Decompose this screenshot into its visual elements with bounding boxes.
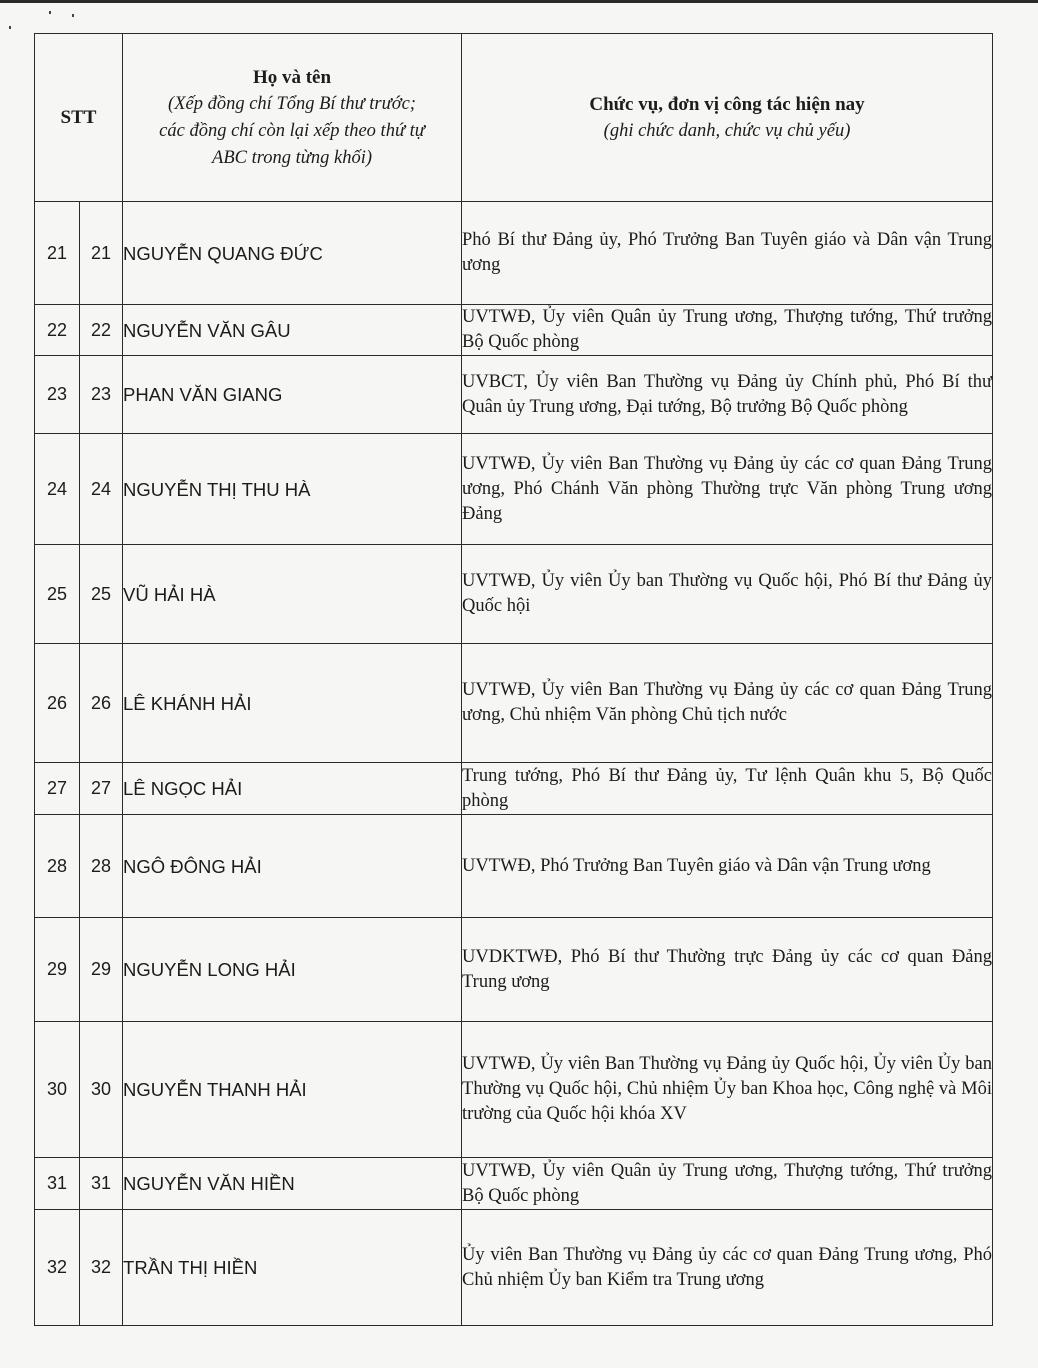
stt-cell: 21 (35, 202, 80, 305)
stt-cell: 27 (35, 763, 80, 815)
stt-cell: 24 (35, 434, 80, 545)
table-row (35, 644, 993, 763)
stt-cell: 30 (35, 1022, 80, 1158)
full-name-cell: NGÔ ĐÔNG HẢI (123, 815, 462, 918)
position-cell: UVTWĐ, Ủy viên Ủy ban Thường vụ Quốc hội, Phó Bí thư Đảng ủy Quốc hội (462, 545, 993, 644)
position-cell: UVTWĐ, Ủy viên Quân ủy Trung ương, Thượng tướng, Thứ trưởng Bộ Quốc phòng (462, 1158, 993, 1210)
header-role (462, 34, 993, 202)
table-row (35, 202, 993, 305)
stt-cell: 26 (35, 644, 80, 763)
table-row (35, 763, 993, 815)
header-name-title: Họ và tên (252, 66, 332, 88)
position-cell: UVTWĐ, Ủy viên Ban Thường vụ Đảng ủy các cơ quan Đảng Trung ương, Phó Chánh Văn phòng Thường trực Văn phòng Trung ương Đảng (462, 434, 993, 545)
stt-cell: 22 (35, 305, 80, 356)
header-name-note: các đồng chí còn lại xếp theo thứ tự (159, 120, 425, 141)
group-number-cell: 25 (80, 545, 123, 644)
position-cell: Ủy viên Ban Thường vụ Đảng ủy các cơ quan Đảng Trung ương, Phó Chủ nhiệm Ủy ban Kiểm tra Trung ương (462, 1210, 993, 1326)
full-name-cell: PHAN VĂN GIANG (123, 356, 462, 434)
header-role-note: (ghi chức danh, chức vụ chủ yếu) (603, 120, 851, 141)
group-number-cell: 23 (80, 356, 123, 434)
position-cell: UVTWĐ, Ủy viên Ban Thường vụ Đảng ủy các cơ quan Đảng Trung ương, Chủ nhiệm Văn phòng Chủ tịch nước (462, 644, 993, 763)
table-row (35, 356, 993, 434)
table-header-row (35, 34, 993, 202)
table-row (35, 1158, 993, 1210)
group-number-cell: 26 (80, 644, 123, 763)
full-name-cell: NGUYỄN QUANG ĐỨC (123, 202, 462, 305)
group-number-cell: 21 (80, 202, 123, 305)
group-number-cell: 29 (80, 918, 123, 1022)
stt-cell: 25 (35, 545, 80, 644)
full-name-cell: NGUYỄN THANH HẢI (123, 1022, 462, 1158)
table-row (35, 1210, 993, 1326)
scan-speck (72, 14, 74, 17)
full-name-cell: LÊ KHÁNH HẢI (123, 644, 462, 763)
position-cell: UVDKTWĐ, Phó Bí thư Thường trực Đảng ủy các cơ quan Đảng Trung ương (462, 918, 993, 1022)
personnel-table (34, 33, 993, 1326)
group-number-cell: 27 (80, 763, 123, 815)
group-number-cell: 24 (80, 434, 123, 545)
header-name (123, 34, 462, 202)
table-row (35, 434, 993, 545)
group-number-cell: 22 (80, 305, 123, 356)
group-number-cell: 31 (80, 1158, 123, 1210)
full-name-cell: LÊ NGỌC HẢI (123, 763, 462, 815)
full-name-cell: NGUYỄN VĂN GÂU (123, 305, 462, 356)
stt-cell: 29 (35, 918, 80, 1022)
stt-cell: 31 (35, 1158, 80, 1210)
group-number-cell: 28 (80, 815, 123, 918)
header-name-note: ABC trong từng khối) (212, 147, 372, 168)
stt-cell: 32 (35, 1210, 80, 1326)
table-row (35, 815, 993, 918)
table-row (35, 918, 993, 1022)
scan-speck (49, 11, 51, 14)
header-stt: STT (35, 34, 123, 202)
scan-speck (9, 26, 11, 29)
table-row (35, 545, 993, 644)
position-cell: UVBCT, Ủy viên Ban Thường vụ Đảng ủy Chính phủ, Phó Bí thư Quân ủy Trung ương, Đại tướng, Bộ trưởng Bộ Quốc phòng (462, 356, 993, 434)
full-name-cell: TRẦN THỊ HIỀN (123, 1210, 462, 1326)
group-number-cell: 32 (80, 1210, 123, 1326)
position-cell: UVTWĐ, Phó Trưởng Ban Tuyên giáo và Dân vận Trung ương (462, 815, 993, 918)
table-row (35, 1022, 993, 1158)
full-name-cell: NGUYỄN VĂN HIỀN (123, 1158, 462, 1210)
stt-cell: 28 (35, 815, 80, 918)
full-name-cell: VŨ HẢI HÀ (123, 545, 462, 644)
position-cell: Phó Bí thư Đảng ủy, Phó Trưởng Ban Tuyên giáo và Dân vận Trung ương (462, 202, 993, 305)
page-top-edge (0, 0, 1038, 3)
position-cell: Trung tướng, Phó Bí thư Đảng ủy, Tư lệnh Quân khu 5, Bộ Quốc phòng (462, 763, 993, 815)
stt-cell: 23 (35, 356, 80, 434)
full-name-cell: NGUYỄN THỊ THU HÀ (123, 434, 462, 545)
header-name-note: (Xếp đồng chí Tổng Bí thư trước; (168, 93, 416, 114)
full-name-cell: NGUYỄN LONG HẢI (123, 918, 462, 1022)
position-cell: UVTWĐ, Ủy viên Quân ủy Trung ương, Thượng tướng, Thứ trưởng Bộ Quốc phòng (462, 305, 993, 356)
table-row (35, 305, 993, 356)
group-number-cell: 30 (80, 1022, 123, 1158)
header-role-title: Chức vụ, đơn vị công tác hiện nay (589, 93, 865, 115)
position-cell: UVTWĐ, Ủy viên Ban Thường vụ Đảng ủy Quốc hội, Ủy viên Ủy ban Thường vụ Quốc hội, Chủ nhiệm Ủy ban Khoa học, Công nghệ và Môi trường của Quốc hội khóa XV (462, 1022, 993, 1158)
